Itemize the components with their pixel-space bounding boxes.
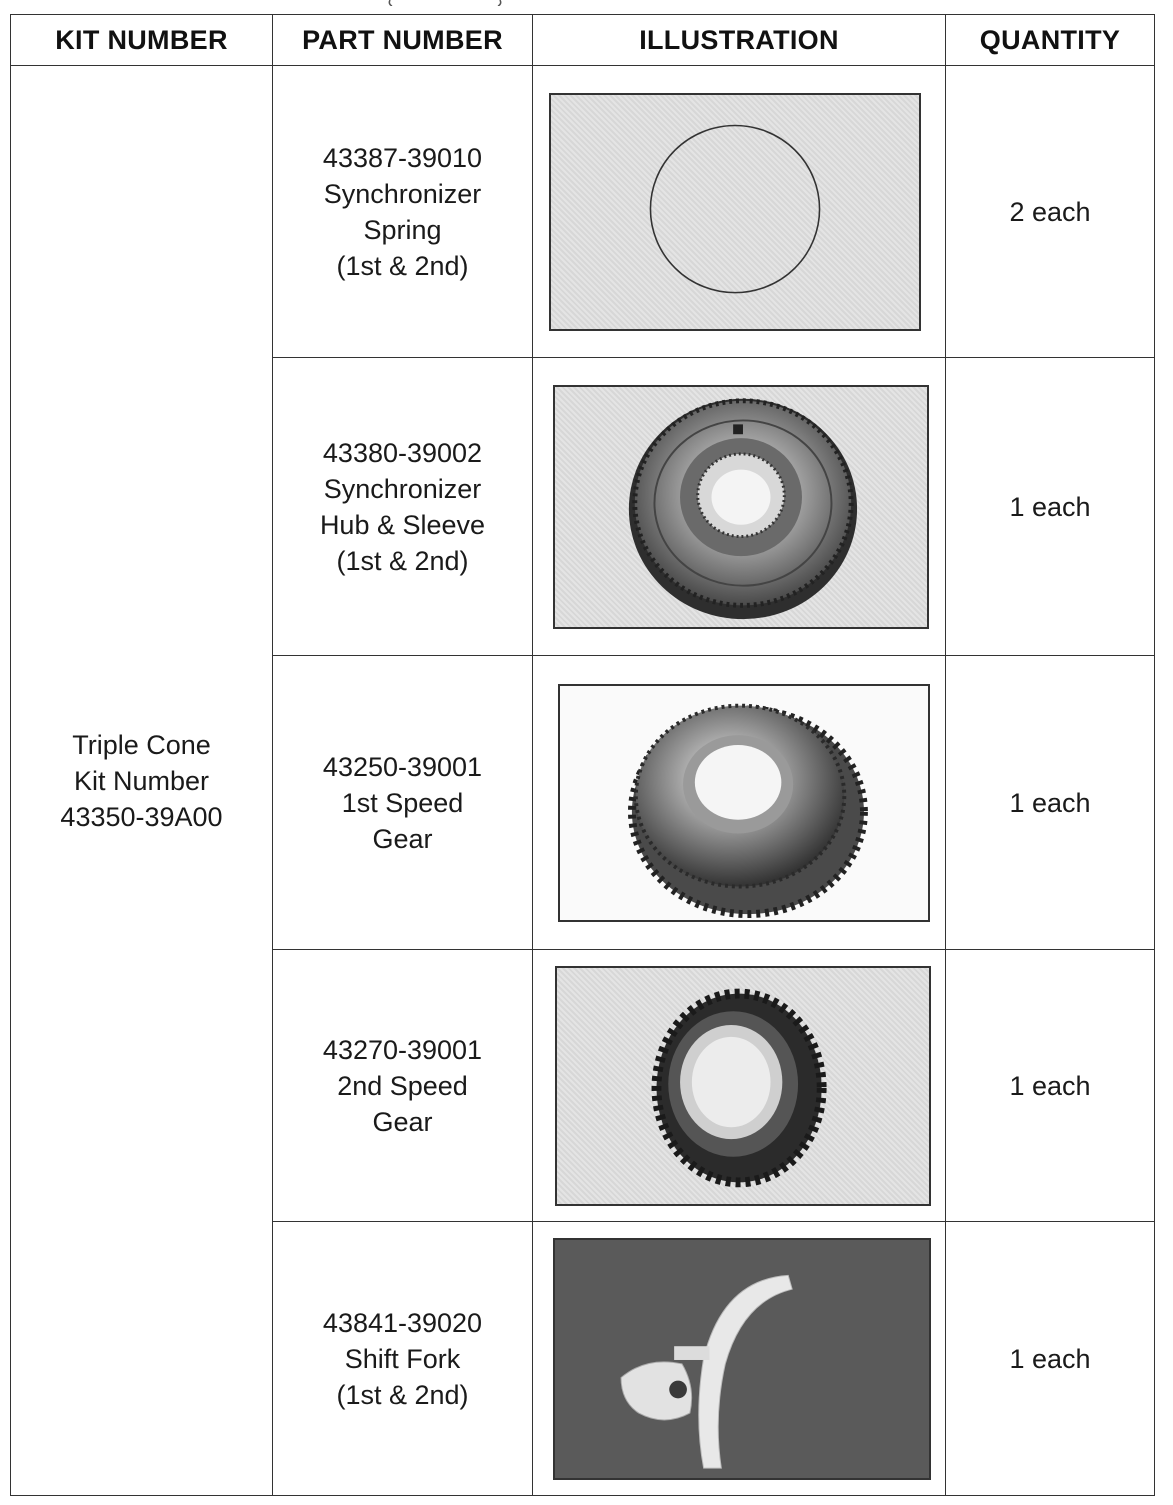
part-cell bbox=[273, 1222, 533, 1496]
part-cell bbox=[273, 358, 533, 656]
part-label: 43250-39001 1st Speed Gear bbox=[322, 751, 483, 854]
illustration-cell bbox=[533, 656, 946, 950]
quantity-cell: 1 each bbox=[946, 950, 1155, 1222]
shift-fork-photo bbox=[553, 1238, 931, 1480]
part-number-header: PART NUMBER bbox=[273, 15, 533, 66]
quantity-cell: 1 each bbox=[946, 656, 1155, 950]
parts-table bbox=[10, 14, 1155, 1496]
part-label: 43387-39010 Synchronizer Spring (1st & 2nd) bbox=[322, 142, 483, 281]
part-cell bbox=[273, 66, 533, 358]
synchronizer-hub-sleeve-photo bbox=[553, 385, 929, 629]
second-speed-gear-photo bbox=[555, 966, 931, 1206]
illustration-cell bbox=[533, 66, 946, 358]
part-label: 43270-39001 2nd Speed Gear bbox=[322, 1034, 483, 1137]
quantity-cell: 1 each bbox=[946, 358, 1155, 656]
quantity-cell: 1 each bbox=[946, 1222, 1155, 1496]
kit-cell bbox=[11, 66, 273, 1496]
illustration-header: ILLUSTRATION bbox=[533, 15, 946, 66]
quantity-cell: 2 each bbox=[946, 66, 1155, 358]
first-speed-gear-photo bbox=[558, 684, 930, 922]
illustration-cell bbox=[533, 950, 946, 1222]
part-cell bbox=[273, 656, 533, 950]
kit-label: Triple Cone Kit Number 43350-39A00 bbox=[60, 729, 223, 832]
quantity-header: QUANTITY bbox=[946, 15, 1155, 66]
part-cell bbox=[273, 950, 533, 1222]
clipped-header-fragment bbox=[360, 0, 520, 6]
table-row bbox=[11, 66, 1155, 358]
part-label: 43380-39002 Synchronizer Hub & Sleeve (1st & 2nd) bbox=[319, 437, 486, 576]
synchronizer-spring-photo bbox=[549, 93, 921, 331]
illustration-cell bbox=[533, 358, 946, 656]
illustration-cell bbox=[533, 1222, 946, 1496]
kit-number-header: KIT NUMBER bbox=[11, 15, 273, 66]
part-label: 43841-39020 Shift Fork (1st & 2nd) bbox=[322, 1307, 483, 1410]
header-row bbox=[11, 15, 1155, 66]
